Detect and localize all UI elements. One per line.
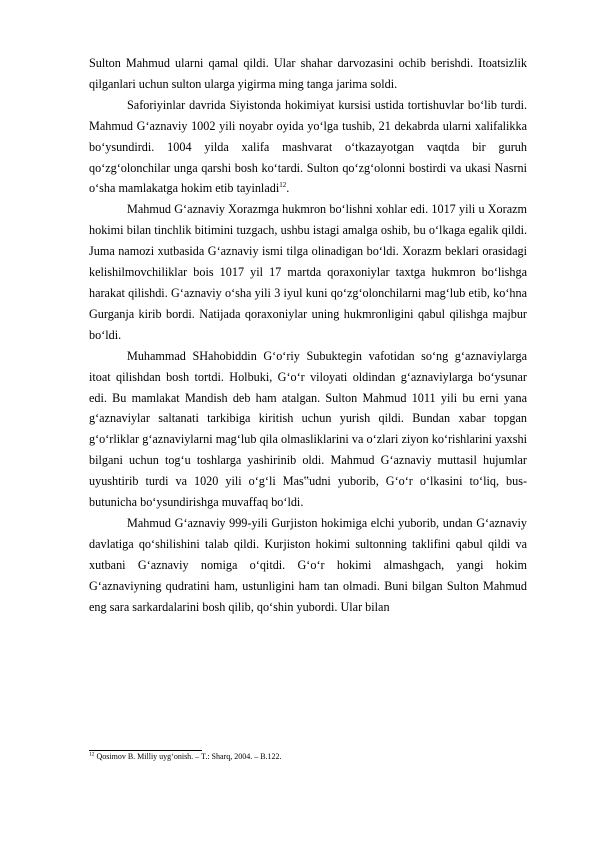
paragraph-1: Sulton Mahmud ularni qamal qildi. Ular shahar darvozasini ochib berishdi. Itoatsizlik qilganlari uchun sulton ularga yigirma ming tanga jarima soldi. xyxy=(89,56,527,91)
paragraph-4: Muhammad SHahobiddin G‘o‘riy Subuktegin vafotidan so‘ng g‘aznaviylarga itoat qilishdan bosh tortdi. Holbuki, G‘o‘r viloyati oldindan g‘aznaviylarga bo‘ysunar edi. Bu mamlakat Mandish deb ham atalgan. Sulton Mahmud 1011 yili bu erni yana g‘aznaviylar saltanati tarkibiga kiritish uchun yurish qildi. Bundan xabar topgan g‘o‘rliklar g‘aznaviylarni mag‘lub qila olmasliklarini va o‘zlari ziyon ko‘rishlarini yaxshi bilgani uchun tog‘u toshlarga yashirinib oldi. Mahmud G‘aznaviy muttasil hujumlar uyushtirib turdi va 1020 yili o‘g‘li Mas‟udni yuborib, G‘o‘r o‘lkasini to‘liq, bus- butunicha bo‘ysundirishga muvaffaq bo‘ldi. xyxy=(89,348,527,510)
paragraph-3: Mahmud G‘aznaviy Xorazmga hukmron bo‘lishni xohlar edi. 1017 yili u Xorazm hokimi bilan tinchlik bitimini tuzgach, ushbu istagi amalga oshib, bu o‘lkaga egalik qildi. Juma namozi xutbasida G‘aznaviy ismi tilga olinadigan bo‘ldi. Xorazm beklari orasidagi kelishilmovchiliklar bois 1017 yil 17 martda qoraxoniylar taxtga hukmron bo‘lishga harakat qilishdi. G‘aznaviy o‘sha yili 3 iyul kuni qo‘zg‘olonchilarni mag‘lub etib, ko‘hna Gurganja kirib bordi. Natijada qoraxoniylar uning hukmronligini qabul qilishga majbur bo‘ldi. xyxy=(89,202,527,342)
footnote-number: 12 xyxy=(89,751,95,758)
paragraph-5: Mahmud G‘aznaviy 999-yili Gurjiston hokimiga elchi yuborib, undan G‘aznaviy davlatiga qo‘shilishini talab qildi. Kurjiston hokimi sultonning taklifini qabul qildi va xutbani G‘aznaviy nomiga o‘qitdi. G‘o‘r hokimi almashgach, yangi hokim G‘aznaviyning qudratini ham, ustunligini ham tan olmadi. Buni bilgan Sulton Mahmud eng sara sarkardalarini bosh qilib, qo‘shin yubordi. Ular bilan xyxy=(89,515,527,614)
footnote xyxy=(89,751,527,763)
body-text xyxy=(89,53,527,617)
paragraph-2-period: . xyxy=(286,181,290,196)
paragraph-2 xyxy=(89,95,527,200)
footnote-reference: 12 xyxy=(279,181,287,190)
footnote-text: Qosimov B. Milliy uyg‘onish. – T.: Sharq, 2004. – B.122. xyxy=(96,752,282,761)
paragraph-2-text: Saforiyinlar davrida Siyistonda hokimiyat kursisi ustida tortishuvlar bo‘lib turdi. Mahmud G‘aznaviy 1002 yili noyabr oyida yo‘lga tushib, 21 dekabrda ularni xalifalikka bo‘ysundirdi. 1004 yilda xalifa mashvarat o‘tkazayotgan vaqtda bir guruh qo‘zg‘olonchilar unga qarshi bosh ko‘tardi. Sulton qo‘zg‘olonni bostirdi va ukasi Nasrni o‘sha mamlakatga hokim etib tayinladi xyxy=(89,97,527,196)
